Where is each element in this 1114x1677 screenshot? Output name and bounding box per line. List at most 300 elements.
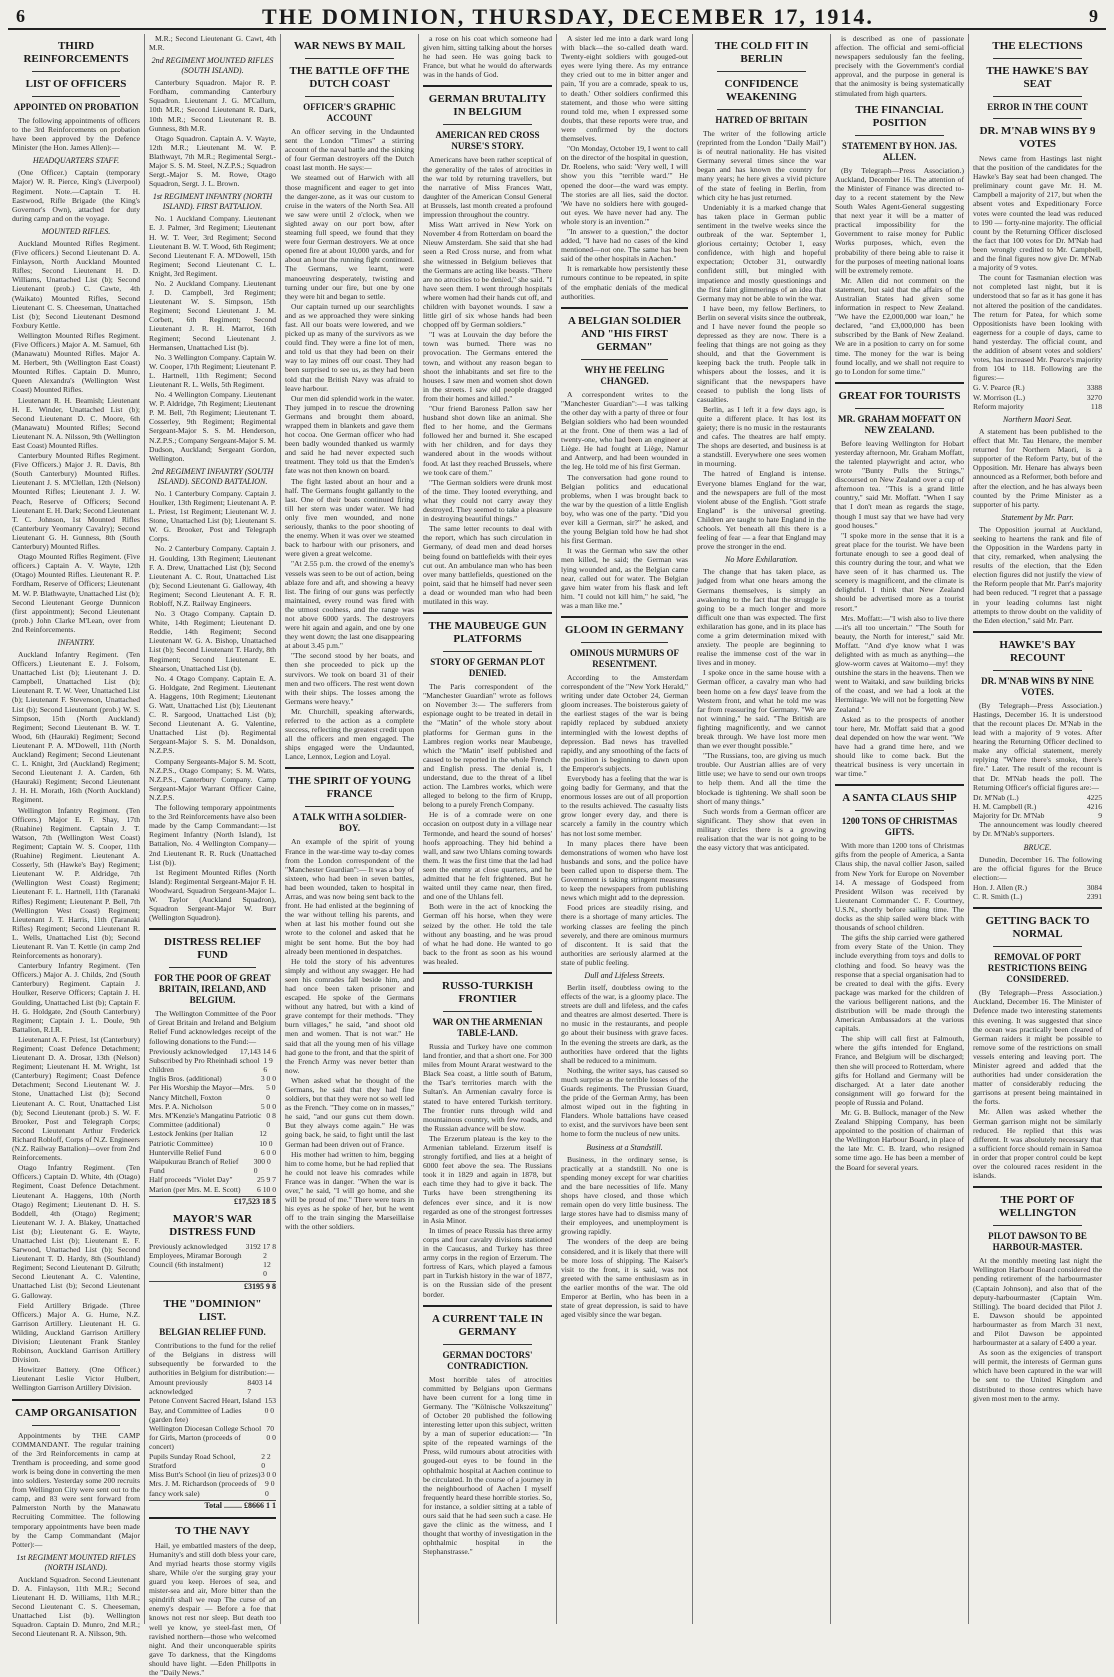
section-divider	[149, 928, 276, 930]
list-item-amount: 2 12 0	[263, 1251, 271, 1279]
list-item-label: Reform majority	[973, 401, 1024, 411]
list-item-amount: 12 10 0	[259, 1129, 273, 1148]
article-subheadline: ERROR IN THE COUNT	[987, 102, 1088, 112]
article-subheadline: BELGIAN RELIEF FUND.	[159, 1326, 266, 1337]
article-paragraph: "At 2.55 p.m. the crowd of the enemy's vessels was seen to be out of action, being ablaze fore and aft, and showing a heavy list. The firing of our guns was perfectly maintained, every round was fired with the utmost coolness, and the range was not above 6000 yards. The destroyers were hit again and again, and one by one they went down; the last one disappearing at about 3.45 p.m."	[285, 559, 414, 651]
article-paragraph: Field Artillery Brigade. (Three Officers.) Major A. G. Hume, N.Z. Garrison Artillery. Lieutenant H. G. Wilding, Auckland Garrison Artillery Division; Lieutenant Frank Stanley Robinson, Auckland Garrison Artillery Division.	[12, 1300, 140, 1365]
section-heading: Dull and Lifeless Streets.	[584, 970, 665, 980]
section-divider	[561, 616, 688, 618]
article-paragraph: "Our friend Baroness Pallon saw her husband shot down like an animal. She fled to her home, and the Germans followed her and burned it. She escaped with her children, and for days they wandered about in the woods without food. At last they reached Brussels, where we took care of them."	[423, 404, 552, 477]
section-heading: 1st REGIMENT MOUNTED RIFLES (NORTH ISLAND).	[16, 1552, 136, 1572]
section-heading: No More Exhilaration.	[725, 555, 798, 565]
article-paragraph: The fight lasted about an hour and a half. The Germans fought gallantly to the last. One of their boats continued firing till her stern was under water. We had only five men wounded, and none seriously, thanks to the poor shooting of the enemy. When it was over we steamed back to harbour with our prisoners, and were given a great welcome.	[285, 476, 414, 559]
article-paragraph: Asked as to the prospects of another tour here, Mr. Moffatt said that a good deal depended on how the war went. "We have had a grand time here, and we should like to come back. But the theatrical business is very uncertain in war time."	[835, 714, 964, 779]
section-divider	[423, 85, 552, 87]
article-subheadline: MR. GRAHAM MOFFATT ON NEW ZEALAND.	[838, 413, 961, 435]
article-paragraph: Our captain turned up our searchlights and as we approached they were sinking fast. All our boats were lowered, and we picked up as many of the survivors as we could find. They were a fine lot of men, and told us that they had been on their way to lay mines off our coast. They had been surprised to see us, as they had been told that the British Navy was afraid to leave harbour.	[285, 301, 414, 393]
divider	[581, 359, 668, 360]
article-paragraph: No. 2 Canterbury Company. Captain J. H. Goulding, 13th Regiment; Lieutenant F. A. Drew, Unattached List (b); Second Lieutenant A. C. Rout, Unattached List (b); Second Lieutenant G. Galloway, 4th Regiment; Second Lieutenant A. F. R. Robloff, N.Z. Railway Engineers.	[149, 544, 276, 608]
list-item	[149, 1452, 276, 1470]
article-paragraph: In many places there have been demonstrations of women who have lost husbands and sons, and the police have been called upon to disperse them. The Government is taking stringent measures to keep the newspapers from publishing news which might add to the depression.	[561, 838, 688, 903]
divider	[32, 71, 120, 72]
fund-total: £3195 9 8	[149, 1281, 276, 1292]
list-item-amount: 118	[1090, 401, 1102, 411]
list-item	[149, 1251, 276, 1279]
list-item-label: Wellington Diocesan College School for Girls, Marton (proceeds of concert)	[149, 1424, 262, 1452]
article-paragraph: Business, in the ordinary sense, is practically at a standstill. No one is spending money except for war charities and the bare necessities of life. Many shops have closed, and those which remain open do very little business. The large stores have had to dismiss many of their employees, and unemployment is growing rapidly.	[561, 1154, 688, 1237]
divider	[993, 96, 1082, 97]
section-divider	[423, 612, 552, 614]
article-headline: GERMAN BRUTALITY IN BELGIUM	[428, 93, 547, 119]
divider	[443, 651, 532, 652]
divider	[32, 96, 120, 97]
list-item	[149, 1424, 276, 1452]
article-paragraph: Most horrible tales of atrocities committed by Belgians upon Germans have been current for a long time in Germany. The "Kölnische Volkszeitung" of October 20 published the following interesting letter upon this subject, written by a man of superior education:— "In spite of the repeated warnings of the Press, wild rumours about atrocities with gouged-out eyes to be found in the ophthalmic hospital at Aachen continue to be circulated. In the course of a journey in the neighbourhood of Aachen I myself frequently heard these horrible stories. So, for instance, a soldier sitting at a table of ours said that he had seen such a case. He gave the clinic as the witness, and I thought that worthy of investigation in the ophthalmic hospital in the Stephanstrasse."	[423, 1374, 552, 1557]
article-paragraph: Company Sergeants-Major S. M. Scott, N.Z.P.S., Otago Company; S. M. Watts, N.Z.P.S., Canterbury Company. Camp Sergeant-Major Warrant Officer Caine, N.Z.P.S.	[149, 756, 276, 802]
article-headline: THE BATTLE OFF THE DUTCH COAST	[289, 65, 410, 90]
article-headline: DR. M'NAB WINS BY 9 VOTES	[979, 125, 1096, 150]
column-7	[830, 34, 968, 1624]
article-subheadline: WAR ON THE ARMENIAN TABLE-LAND.	[432, 1016, 543, 1038]
list-item-label: Employees, Miramar Borough Council (6th instalment)	[149, 1251, 242, 1270]
article-subheadline: GERMAN DOCTORS' CONTRADICTION.	[442, 1349, 533, 1371]
article-paragraph: Mrs. Moffatt:—"I wish also to live there—it's all too uncertain." "The South for beauty, the North for interest," said Mr. Moffatt. "And d'ye know what I was delighted with as much as anything—the glow-worm caves at Waitomo—my! they outshine the stars in the heavens. Then we went to Waitaki, and saw building bricks of the coast, and we had a look at the Hermitage. We will not be forgetting New Zealand."	[835, 613, 964, 714]
section-heading: HEADQUARTERS STAFF.	[32, 156, 120, 166]
article-paragraph: No. 1 Canterbury Company. Captain J. Houlker, 13th Regiment; Lieutenant A. P. L. Priest, 1st Regiment; Lieutenant W. J. Stone, Unattached List (b); Lieutenant S. W. G. Brooker, Post and Telegraph Corps.	[149, 488, 276, 544]
article-paragraph: Auckland Squadron. Second Lieutenant D. A. Finlayson, 11th M.R.; Second Lieutenant H. D. Williams, 11th M.R.; Second Lieutenant C. S. Cheeseman, Unattached List (b). Wellington Squadron. Captain D. Munro, 2nd M.R.; Second Lieutenant R. A. Nilsson, 9th.	[12, 1574, 140, 1639]
article-paragraph: Otago Mounted Rifles Regiment. (Five officers.) Captain A. V. Wayte, 12th (Otago) Mounted Rifles. Lieutenant R. P. Fordham, Reserve of Officers; Lieutenant M. W. P. Blathwayte, Unattached List (b); Second Lieutenant George Dunnicon (first appointment); Second Lieutenant (prob.) John Clarke M'Lean, over from 2nd Reinforcements.	[12, 552, 140, 634]
list-item	[149, 1396, 276, 1424]
article-headline: WAR NEWS BY MAIL	[293, 40, 406, 52]
article-paragraph: Canterbury Infantry Regiment. (Ten Officers.) Major A. J. Childs, 2nd (South Canterbury) Regiment. Captain J. Houlker, Reserve Officers; Captain J. H. Goulding, Unattached List (b); Captain F. H. G. Holdgate, 2nd (South Canterbury) Regiment; Captain J. L. Doule, 9th Battalion, R.I.R.	[12, 961, 140, 1034]
article-paragraph: Otago Squadron. Captain A. V. Wayte, 12th M.R.; Lieutenant M. W. P. Blathwayt, 7th M.R.; Regimental Sergt.-Major S. S. M. Steel, N.Z.P.S.; Squadron Sergt.-Major S. M. Rowe, Otago Squadron, Sergt. J. L. Brown.	[149, 133, 276, 189]
article-paragraph: I have been, my fellow Berliners, to Berlin on several visits since the outbreak, and I have never found the people so depressed as they are now. There is a feeling that things are not going as they should, and that the Government is keeping back the truth. People talk in whispers about the losses, and it is significant that the newspapers have ceased to publish the long lists of casualties.	[697, 303, 826, 404]
section-divider	[285, 767, 414, 769]
article-paragraph: The writer of the following article (reprinted from the London "Daily Mail") is of neutral nationality. He has visited Germany several times since the war began and has known the country for many years; he here gives a vivid picture of the state of feeling in Berlin, from which city he has just returned.	[697, 129, 826, 202]
article-subheadline: PILOT DAWSON TO BE HARBOUR-MASTER.	[988, 1231, 1087, 1253]
article-paragraph: Canterbury Mounted Rifles Regiment. (Five Officers.) Major J. R. Davis, 8th (South Canterbury) Mounted Rifles. Lieutenant J. S. M'Clellan, 12th (Nelson) Mounted Rifles; Lieutenant J. J. W. Peach, Reserve of Officers; Second Lieutenant E. H. Dark; Second Lieutenant T. C. Johnson, 1st Mounted Rifles (Canterbury Yeomanry Cavalry); Second Lieutenant G. H. Gunness, 8th (South Canterbury) Mounted Rifles.	[12, 451, 140, 552]
section-heading: 1st REGIMENT INFANTRY (NORTH ISLAND). FIRST BATTALION.	[152, 192, 273, 212]
list-item-label: G. V. Pearce (R.)	[973, 383, 1025, 393]
article-paragraph: As soon as the exigencies of transport will permit, the interests of German guns which have been captured in the war will be sent to the United Kingdom and distributed to those centres which have given most men to the army.	[973, 1348, 1102, 1403]
article-paragraph: With more than 1200 tons of Christmas gifts from the people of America, a Santa Claus ship, the naval collier Jason, sailed from New York for Europe on November 14. A message of Godspeed from President Wilson was received by Lieutenant Commander C. F. Courtney, U.S.N., shortly before sailing time. The docks as the ship sailed were black with thousands of school children.	[835, 841, 964, 933]
article-paragraph: (One Officer.) Captain (temporary Major) W. R. Pierce, King's (Liverpool) Regiment. Note.—Captain T. H. Eastwood, Rifle Brigade (the King's Governor's Own), attached for duty during camp and on the voyage.	[12, 168, 140, 223]
article-paragraph: We steamed out of Harwich with all those magnificent and eager to get into the danger-zone, as it was our custom to cruise in the waters of the North Sea. All we saw were until 2 o'clock, when we sighted away on our port bow, after steaming full speed, we found that they were four German destroyers. We at once opened fire at about 10,000 yards, and for about an hour the running fight continued. The Germans, we learnt, were manoeuvring desperately, twisting and turning under our fire, but one by one they were hit and began to settle.	[285, 173, 414, 301]
list-item-label: Mrs. M'Kenzie's Mangatinu Patriotic Committee (additional)	[149, 1111, 262, 1130]
article-paragraph: 1st Regiment Mounted Rifles (North Island): Regimental Sergeant-Major F. H. Woodward, Squadron Sergeant-Major L. W. Taylor (Auckland Squadron), Squadron Sergeant-Major W. Burr (Wellington Squadron).	[149, 867, 276, 923]
article-paragraph: His mother had written to him, begging him to come home, but he had replied that he could not leave his comrades while France was in danger. "When the war is over," he said, "I will go home, and she will be proud of me." There were tears in his eyes as he spoke of her, but he went off to the train singing the Marseillaise with the other soldiers.	[285, 1149, 414, 1232]
section-heading: MOUNTED RIFLES.	[41, 226, 111, 236]
article-headline: TO THE NAVY	[175, 1524, 250, 1537]
article-paragraph: Undeniably it is a marked change that has taken place in German public sentiment in the twelve weeks since the outbreak of the war. September 1, glorious certainty; October 1, easy confidence, with high and hopeful expectation; October 31, outwardly confident still, but mingled with impatience and mostly questionings and the first faint glimmerings of an idea that Germany may not be able to win the war.	[697, 202, 826, 303]
article-paragraph: Food prices are steadily rising, and there is a shortage of many articles. The working classes are feeling the pinch severely, and there are ominous murmurs of discontent. It is said that the authorities are seriously alarmed at the state of public feeling.	[561, 903, 688, 967]
article-paragraph: A correspondent writes to the "Manchester Guardian":—I was talking the other day with a party of three or four Belgian soldiers who had been wounded at the front. One of them was a lad of twenty-one, who had been an engineer at Liège. He had fought at Liège, Namur and Antwerp, and had been wounded in the leg. He told me of his first German.	[561, 389, 688, 472]
article-headline: THE HAWKE'S BAY SEAT	[986, 65, 1089, 90]
article-headline: GETTING BACK TO NORMAL	[985, 915, 1090, 941]
list-item	[149, 1074, 276, 1083]
article-paragraph: Hail, ye embattled masters of the deep, Humanity's and still doth bless your care, And myriad hearts those stormy vigils share, While o'er the surging gray your guard you keep. Heroes of sea, and mister-sea and air, More bitter than the spindrift shall we reap The curse of an enemy's despair — Before a foe that knows not rest nor sleep. But death too well ye know, ye steel-fast men, Of ravished northern—those who welcomed night. And their unconquerable spirits gave To darkness, that the Kingdoms should have light. —Eden Phillpotts in the "Daily News."	[149, 1540, 276, 1677]
section-divider	[835, 784, 964, 786]
article-paragraph: "The German soldiers were drunk most of the time. They looted everything, and what they could not carry away they destroyed. They seemed to take a pleasure in destroying beautiful things."	[423, 477, 552, 524]
list-item-amount: 17,143 14 6	[239, 1046, 276, 1056]
list-item-amount: 3192 17 8	[245, 1241, 276, 1251]
article-paragraph: An example of the spirit of young France in the war-time way to-day comes from the London correspondent of the "Manchester Guardian":— It was a boy of sixteen, who had been in seven battles, had been wounded, taken to hospital in Arras, and was now being sent back to the front. He had enlisted at the beginning of the war without telling his parents, and when at last his mother found out she wrote to the colonel and asked that he might be sent home. But the boy had already been mentioned in despatches.	[285, 837, 414, 956]
article-paragraph: Mr. Allen was asked whether the German garrison might not be similarly reduced. He replied that this was different. It was absolutely necessary that a sufficient force should remain in Samoa in order that proper control could be kept over the coloured races resident in the islands.	[973, 1107, 1102, 1181]
section-divider	[149, 1517, 276, 1519]
list-item	[973, 383, 1102, 392]
list-item-amount: 25 9 7	[257, 1175, 276, 1185]
list-item	[149, 1083, 276, 1101]
divider	[993, 58, 1082, 59]
article-paragraph: (By Telegraph—Press Association.) Auckland, December 16. The Minister of Defence made two interesting statements this evening. It was suggested that since the ocean was practically been cleared of German raiders it might be possible to remove some of the restrictions on small vessels entering and leaving port. The Minister agreed and added that the authorities had under consideration the matter of considerably reducing the garrisons at present being maintained in the forts.	[973, 988, 1102, 1107]
list-item	[149, 1102, 276, 1111]
article-paragraph: A statement has been published to the effect that Mr. Tau Henare, the member returned for Northern Maori, is a supporter of the Reform Party, but of the Opposition. Mr. Henare has always been announced as a Reformer, both before and after the election, and he has always been counted by the Prime Minister as a supporter of his party.	[973, 426, 1102, 509]
list-item-amount: 2391	[1086, 892, 1102, 902]
article-subheadline: DR. M'NAB WINS BY NINE VOTES.	[981, 675, 1094, 697]
article-paragraph: The count for Tasmanian election was not completed last night, but it is understood that so far as it has gone it has not altered the position of the candidates. The return for Patea, for which some Oppositionists have been looking with eagerness for a couple of days, came to hand yesterday. The official count, and the addition of absent votes and soldiers' votes, has increased Mr. Pearce's majority from 104 to 118. Following are the figures:—	[973, 273, 1102, 383]
article-paragraph: The Wellington Committee of the Poor of Great Britain and Ireland and Belgium Relief Fund acknowledges receipt of the following donations to the Fund:—	[149, 1009, 276, 1046]
article-paragraph: The hatred of England is intense. Everyone blames England for the war, and the newspapers are full of the most violent abuse of the English. "Gott strafe England" is the universal greeting. Children are taught to hate England in the schools. Yet beneath all this there is a feeling of fear — a fear that England may prove the stronger in the end.	[697, 469, 826, 552]
article-paragraph: The following temporary appointments to the 3rd Reinforcements have also been made by the Camp Commandant:—1st Regiment Infantry (North Island), 1st Battalion, No. 4 Wellington Company—2nd Lieutenant R. R. Ruck (Unattached List (b)).	[149, 803, 276, 867]
list-item-amount: 0 8 0	[266, 1111, 276, 1130]
list-item-amount: 1 9 6	[263, 1055, 273, 1075]
list-item-amount: 4225	[1086, 792, 1102, 802]
article-paragraph: When asked what he thought of the Germans, he said that they had fine soldiers, but that they were not so well led as the French. "They come on in masses," he said, "and our guns cut them down. But they always come again." He was going back, he said, to fight until the last German had been driven out of France.	[285, 1075, 414, 1149]
article-paragraph: Wellington Mounted Rifles Regiment. (Five Officers.) Major A. M. Samuel, 6th (Manawatu) Mounted Rifles. Major A. M. Herbert, 9th (Wellington East Coast) Mounted Rifles. Captain D. Munro, Queen Alexandra's (Wellington West Coast) Mounted Rifles.	[12, 330, 140, 395]
article-subheadline: HATRED OF BRITAIN	[715, 115, 808, 125]
article-headline: THE "DOMINION" LIST.	[163, 1297, 262, 1323]
article-paragraph: Berlin, as I left it a few days ago, is quite a different place. It has lost its gaiety; there is no music in the restaurants and cafes. The theatres are half empty. The shops are deserted, and business is at a standstill. Everywhere one sees women in mourning.	[697, 404, 826, 469]
article-paragraph: Contributions to the fund for the relief of the Belgians in distress will subsequently be forwarded to the authorities in Belgium for distribution:—	[149, 1340, 276, 1377]
article-paragraph: The conversation had gone round to Belgian politics and educational problems, when I was brought back to the war by the question of a little English boy, who was one of the party. "Did you ever kill a German, sir?" he asked, and the young Belgian told how he had shot his first German.	[561, 472, 688, 546]
article-paragraph: In times of peace Russia has three army corps and four cavalry divisions stationed in the Caucasus, and Turkey has three army corps in the region of Erzerum. The fortress of Kars, which played a famous part in Turkish history in the war of 1877, is on the Russian side of the present border.	[423, 1225, 552, 1299]
article-paragraph: Auckland Mounted Rifles Regiment. (Five officers.) Second Lieutenant D. A. Finlayson, North Auckland Mounted Rifles; Second Lieutenant H. D. Williams, Unattached List (b); Second Lieutenant (prob.) C. Cawte, 4th (Waikato) Mounted Rifles, Second Lieutenant C. S. Cheeseman, Unattached List (b); Second Lieutenant Desmond Foxbury Kettle.	[12, 238, 140, 330]
article-paragraph: The Opposition journal at Auckland, seeking to heartens the rank and file of the Opposition in the Wardens party in that city, remarked, when analysing the results of the election, that the Eden election figures did not justify the view of the Reform people that Mr. Parr's majority had been reduced. "I regret that a passage in your leading columns last night attempts to throw doubt on the validity of the Eden election," said Mr. Parr.	[973, 524, 1102, 625]
subscription-list	[973, 793, 1102, 811]
list-item-label: Previously acknowledged	[149, 1241, 228, 1251]
list-item-label: Waipukurau Branch of Relief Fund	[149, 1157, 239, 1176]
article-paragraph: No. 3 Otago Company. Captain D. White, 14th Regiment; Lieutenant D. Reddie, 14th Regiment; Second Lieutenant W. G. A. Bishop, Unattached List (b); Second Lieutenant T. Hardy, 8th Regiment; Second Lieutenant E. Shearson, Unattached List (b).	[149, 609, 276, 673]
list-item	[973, 402, 1102, 411]
article-headline: GREAT FOR TOURISTS	[838, 389, 961, 402]
subscription-list	[973, 811, 1102, 820]
article-subheadline: FOR THE POOR OF GREAT BRITAIN, IRELAND, AND BELGIUM.	[154, 973, 271, 1006]
article-headline: THIRD REINFORCEMENTS	[23, 40, 129, 65]
article-paragraph: According to the Amsterdam correspondent of the "New York Herald," writing under date October 24, German gloom increases. The boisterous gaiety of the earliest stages of the war is being rapidly replaced by subdued anxiety intermingled with the lowest depths of depression. Bad news has travelled rapidly, and any smoothing of the facts of the position is beginning to dawn upon the Emperor's subjects.	[561, 672, 688, 773]
column-8	[968, 34, 1106, 1624]
article-paragraph: (By Telegraph—Press Association.) Auckland, December 16. The attention of the Minister of Finance was directed to-day to a recent statement by the New South Wales Agent-General suggesting that next year it will be a matter of practical impossibility for the Government to raise money for Public Works purposes, which, even the probability of there being able to raise it for the purposes of meeting national loans will be extremely remote.	[835, 165, 964, 275]
article-paragraph: Our men did splendid work in the water. They jumped in to rescue the drowning Germans and brought them aboard, wrapped them in blankets and gave them hot cocoa. One German officer who had been badly wounded thanked us warmly and said he had never expected such treatment. They told us that the Emden's fate was not then known on board.	[285, 393, 414, 476]
article-subheadline: STORY OF GERMAN PLOT DENIED.	[430, 657, 545, 679]
article-paragraph: Lieutenant A. F. Priest, 1st (Canterbury) Regiment; Coast Defence Detachment; Lieutenant D. A. Drosar, 13th (Nelson) Regiment; Lieutenant H. M. Wright, 1st (Canterbury) Regiment; Coast Defence Detachment; Second Lieutenant W. J. Stone, Unattached List (b); Second Lieutenant A. C. Rout, Unattached List (b); Second Lieutenant (prob.) S. W. F. Brooker, Post and Telegraph Corps; Second Lieutenant Arthur Frederick Richard Robloff, Corps of N.Z. Engineers (N.Z. Railway Battalion)—over from 2nd Reinforcements.	[12, 1034, 140, 1163]
divider	[305, 806, 394, 807]
list-item-amount: 8403 14 7	[247, 1378, 273, 1397]
article-paragraph: Nothing, the writer says, has caused so much surprise as the terrible losses of the Guards regiments. The Prussian Guard, the pride of the German Army, has been almost wiped out in the fighting in Flanders. Whole battalions have ceased to exist, and the survivors have been sent home to form the nucleus of new units.	[561, 1065, 688, 1139]
article-paragraph: The gifts the ship carried were gathered from every State of the Union. They include everything from toys and dolls to clothing and food. So heavy was the response that a special organisation had to be created to deal with the gifts. Every package was marked for the children of the various belligerent nations, and the distribution will be made through the American Ambassadors at the various capitals.	[835, 933, 964, 1034]
list-item	[149, 1378, 276, 1396]
article-paragraph: a rose on his coat which someone had given him, sitting talking about the horses he had seen. He was going back to France, but what he would do afterwards was in the hands of God.	[423, 34, 552, 80]
article-headline: THE MAUBEUGE GUN PLATFORMS	[428, 620, 547, 646]
list-item-label: Mrs. P. A. Nicholson	[149, 1101, 213, 1111]
article-paragraph: "In answer to a question," the doctor added, "I have had no cases of the kind mentioned—not one. The same has been said of the other hospitals in Aachen."	[561, 226, 688, 264]
list-item-label: W. Morrison (L.)	[973, 392, 1026, 402]
subscription-list	[973, 883, 1102, 901]
article-paragraph: An officer serving in the Undaunted sent the London "Times" a stirring account of the naval battle and the sinking of four German destroyers off the Dutch coast last month. He says:—	[285, 127, 414, 173]
article-paragraph: Howitzer Battery. (One Officer.) Lieutenant Leslie Victor Hulbert, Wellington Garrison Artillery Division.	[12, 1365, 140, 1393]
article-headline: GLOOM IN GERMANY	[564, 623, 685, 636]
section-divider	[12, 1399, 140, 1401]
list-item-amount: 6 10 0	[257, 1184, 276, 1194]
divider	[855, 810, 944, 811]
column-3	[280, 34, 418, 1624]
article-headline: MAYOR'S WAR DISTRESS FUND	[169, 1212, 256, 1238]
divider	[855, 408, 944, 409]
list-item	[973, 393, 1102, 402]
article-paragraph: It is remarkable how persistently these rumours continue to be repeated, in spite of the emphatic denials of the medical authorities.	[561, 264, 688, 301]
article-paragraph: "The Russians, too, are giving us much trouble. Our Austrian allies are of very little use; we have to send our own troops to help them. And all the time the blockade is tightening. We shall soon be short of many things."	[697, 751, 826, 806]
article-paragraph: It was the German who saw the other men killed, he said; the German was lying wounded and, as the Belgian came near, called out for water. The Belgian gave him water from his flask and left him. "I could not kill him," he said, "he was a man like me."	[561, 546, 688, 610]
article-paragraph: Americans have been rather sceptical of the generality of the tales of atrocities in the war told by returning travellers, but the narrative of Miss Frances Watt, daughter of the American Consul General at Brussels, last month created a profound impression throughout the country.	[423, 155, 552, 220]
article-headline: A CURRENT TALE IN GERMANY	[432, 1312, 543, 1338]
column-6	[692, 34, 830, 1624]
list-item-amount: 300 0 0	[253, 1157, 271, 1176]
list-item	[149, 1056, 276, 1074]
subscription-list	[973, 383, 1102, 401]
divider	[717, 109, 806, 110]
article-paragraph: The change that has taken place, as judged from what one hears among the Germans themselves, is simply an awakening to the fact that the struggle is going to be a much longer and more difficult one than was expected. The first exhilaration has gone, and in its place has come a grim determination mixed with anxiety. The people are beginning to realise the immense cost of the war in lives and in money.	[697, 567, 826, 668]
section-heading: Statement by Mr. Parr.	[1001, 512, 1074, 522]
article-headline: THE SPIRIT OF YOUNG FRANCE	[287, 775, 412, 801]
article-paragraph: Lieutenant R. H. Beamish; Lieutenant H. E. Winder, Unattached List (b); Second Lieutenant D. C. Moore, 6th (Manawatu) Mounted Rifles; Second Lieutenant N. A. Nilsson, 9th (Wellington East Coast) Mounted Rifles.	[12, 395, 140, 450]
article-headline: THE FINANCIAL POSITION	[855, 103, 944, 129]
article-headline: LIST OF OFFICERS	[25, 78, 127, 90]
article-headline: THE ELECTIONS	[992, 40, 1083, 52]
list-item	[973, 811, 1102, 820]
article-subheadline: OMINOUS MURMURS OF RESENTMENT.	[570, 647, 679, 669]
article-paragraph: "I spoke more in the sense that it is a great place for the tourist. We have been fortunate enough to see a good deal of this country during the tour, and what we have seen of it has charmed us. The scenery is magnificent, and the climate is delightful. I think that New Zealand should be advertised more as a tourist resort."	[835, 530, 964, 613]
list-item-label: Pupils Sunday Road School, Stratford	[149, 1451, 236, 1470]
list-item-label: Dr. M'Nab (L.)	[973, 792, 1019, 802]
divider	[305, 58, 394, 59]
subscription-list	[149, 1047, 276, 1194]
list-item-label: Half proceeds "Violet Day"	[149, 1175, 233, 1185]
divider	[993, 946, 1082, 947]
article-paragraph: He told the story of his adventures simply and without any swagger. He had seen his comrades fall beside him, and had once been taken prisoner and escaped. He spoke of the Germans without any hatred, but with a kind of grave contempt for their methods. "They burn villages," he said, "and shoot old men and women. That is not war." He said that all the young men of his village had gone to the front, and that the spirit of the French Army was never better than now.	[285, 956, 414, 1075]
article-paragraph: The ship will call first at Falmouth, where the gifts intended for England, France, and Belgium will be discharged; then she will proceed to Rotterdam, where gifts for Holland and Germany will be discharged. At a later date another consignment will go forward for the people of Russia and Poland.	[835, 1034, 964, 1107]
page-number-right: 9	[1089, 6, 1098, 26]
article-headline: DISTRESS RELIEF FUND	[164, 936, 261, 962]
section-heading: 2nd REGIMENT INFANTRY (SOUTH ISLAND). SECOND BATTALION.	[151, 466, 274, 486]
article-subheadline: REMOVAL OF PORT RESTRICTIONS BEING CONSIDERED.	[987, 952, 1088, 985]
divider	[443, 1344, 532, 1345]
divider	[717, 71, 806, 72]
list-item	[149, 1129, 276, 1147]
masthead	[8, 4, 1106, 30]
list-item	[149, 1479, 276, 1497]
article-headline: A SANTA CLAUS SHIP	[842, 792, 957, 805]
column-5	[556, 34, 692, 1624]
list-item-amount: 3388	[1086, 383, 1102, 393]
article-paragraph: At the monthly meeting last night the Wellington Harbour Board considered the pending retirement of the harbourmaster (Captain Johnson), and also that of the deputy-harbourmaster (Captain Wm. Stilling). The board decided that Pilot J. E. Dawson should be appointed harbourmaster as from March 31 next, and Pilot Dawson be appointed harbourmaster at a salary of £400 a year.	[973, 1256, 1102, 1348]
article-paragraph: "On Monday, October 19, I went to call on the director of the hospital in question, Dr. Roelens, who said: 'Very well, I will show you this "terrible ward."' He opened the door—the ward was empty. The stories are all lies, said the doctor. 'We have no soldiers here with gouged-out eyes. We have never had any. The whole story is an invention.'"	[561, 144, 688, 226]
article-paragraph: Russia and Turkey have one common land frontier, and that a short one. For 300 miles from Mount Ararat westward to the Black Sea coast, a little south of Batum, the Tsar's territories march with the Sultan's. An Armenian cavalry force is stated to have entered Turkish territory. The frontier runs through wild and mountainous country, with few roads, and the Russian advance will be slow.	[423, 1041, 552, 1133]
article-subheadline: APPOINTED ON PROBATION	[13, 102, 139, 112]
article-paragraph: No. 4 Otago Company. Captain E. A. G. Holdgate, 2nd Regiment. Lieutenant A. Haggens, 10th Regiment; Lieutenant G. Watt, Unattached List (b); Lieutenant C. R. Sargood, Unattached List (b); Second Lieutenant A. G. Valentine, Unattached List (b). Regimental Sergeant-Major S. S. M. Donaldson, N.Z.P.S.	[149, 673, 276, 756]
list-item-label: Hunterville Relief Fund	[149, 1147, 222, 1157]
article-paragraph: Auckland Infantry Regiment. (Ten Officers.) Lieutenant E. J. Folsom, Unattached List (b); Lieutenant J. D. Campbell, Unattached List (b); Lieutenant R. T. W. Veer, Unattached List (b); Lieutenant F. Stevenson, Unattached List (b); Second Lieutenant (prob.) W. S. Simpson, 15th (North Auckland) Regiment; Second Lieutenant B. W. T. Wood, 6th (Hauraki) Regiment; Second Lieutenant P. A. M'Dowell, 11th (North Auckland) Regiment; Second Lieutenant C. L. Knight, 3rd (Auckland) Regiment; Second Lieutenant J. A. Carden, 6th (Hauraki) Regiment; Second Lieutenant J. H. H. Morath, 16th (North Auckland) Regiment.	[12, 649, 140, 805]
article-paragraph: Such words from a German officer are significant. They show that even in military circles there is a growing realisation that the war is not going to be the easy victory that was anticipated.	[697, 806, 826, 853]
article-subheadline: WHY HE FEELING CHANGED.	[584, 364, 665, 386]
section-heading: Northern Maori Seat.	[1002, 414, 1073, 424]
list-item-amount: 9	[1098, 811, 1102, 821]
list-item-label: Amount previously acknowledged	[149, 1378, 208, 1397]
list-item-label: Subscribed by Pro Rheinhadi school children	[149, 1055, 260, 1075]
article-paragraph: Before leaving Wellington for Hobart yesterday afternoon, Mr. Graham Moffatt, the talented playwright and actor, who wrote "Bunty Pulls the Strings," discoursed on New Zealand over a cup of afternoon tea. "This is a grand little country," said Mr. Moffatt. "When I say that I don't mean as regards the stage, though I must say that we have had very good houses."	[835, 438, 964, 530]
subscription-list	[973, 402, 1102, 411]
article-paragraph: The wonders of the deep are being considered, and it is likely that there will be more loss of shipping. The Kaiser's visit to the front, it is said, was not greeted with the same enthusiasm as in the earlier months of the war. The old Emperor at Berlin, who has been in a state of great depression, is said to have aged visibly since the war began.	[561, 1237, 688, 1320]
section-divider	[561, 307, 688, 309]
article-paragraph: M.R.; Second Lieutenant G. Cawt, 4th M.R.	[149, 34, 276, 53]
section-divider	[835, 382, 964, 384]
section-divider	[423, 1305, 552, 1307]
article-paragraph: He is of a comrade were on one occasion on outpost duty in a village near Termonde, and heard the sound of horses' hoofs approaching. They hid behind a wall, and saw two Uhlans coming towards them. It was the first time that the lad had seen the enemy at close quarters, and he admitted that he felt frightened. But he waited until they came near, then fired, and one of the Uhlans fell.	[423, 810, 552, 902]
article-subheadline: AMERICAN RED CROSS NURSE'S STORY.	[435, 130, 540, 152]
article-paragraph: News came from Hastings last night that the position of the candidates for the Hawke's Bay seat had been changed. The preliminary count gave Mr. H. M. Campbell a majority of 217, but when the absent votes and Expeditionary Force votes were counted the lead was reduced to 190 — forty-nine majority. The official count by the Returning Officer disclosed the fact that 100 votes for Dr. M'Nab had been wrongly credited to Mr. Campbell, and the final figures now give Dr. M'Nab a majority of 9 votes.	[973, 154, 1102, 273]
article-paragraph: The following appointments of officers to the 3rd Reinforcements on probation have been approved by the Defence Minister (the Hon. James Allen):—	[12, 116, 140, 153]
article-paragraph: Mr. G. B. Bullock, manager of the New Zealand Shipping Company, has been appointed to the position of chairman of the Wellington Harbour Board, in place of the late Mr. C. B. Izard, who resigned some time ago. He has been a member of the Board for several years.	[835, 1108, 964, 1172]
article-paragraph: The Erzerum plateau is the key to the Armenian tableland. Erzerum itself is strongly fortified, and lies at a height of 6000 feet above the sea. The Russians took it in 1829 and again in 1878, but each time they had to give it back. The Turks have been strengthening its defences ever since, and it is now regarded as one of the strongest fortresses in Asia Minor.	[423, 1133, 552, 1225]
section-heading: INFANTRY.	[57, 637, 95, 647]
article-paragraph: Mr. Churchill, speaking afterwards, referred to the action as a complete success, reflecting the greatest credit upon all the officers and men engaged. The ships engaged were the Undaunted, Lance, Lennox, Legion and Loyal.	[285, 706, 414, 762]
article-paragraph: Both were in the act of knocking the German off his horse, when they were seized by the other. He told the tale without any boasting, and he was proud of what he had done. He wanted to go back to the front as soon as his wound was healed.	[423, 902, 552, 966]
section-divider	[973, 631, 1102, 633]
article-paragraph: Everybody has a feeling that the war is going badly for Germany, and that the enormous losses are out of all proportion to the results achieved. The casualty lists grow longer every day, and there is scarcely a family in the country which has not lost some member.	[561, 774, 688, 838]
divider	[993, 118, 1082, 119]
fund-total: Total ......... £8666 1 1	[149, 1500, 276, 1511]
section-heading: Business at a Standstill.	[586, 1142, 663, 1152]
article-paragraph: Berlin itself, doubtless owing to the effects of the war, is a gloomy place. The streets are dull and lifeless, and the cafes and theatres are almost deserted. There is no music in the restaurants, and people go about their business with grave faces. In the evening the streets are dark, as the authorities have ordered that the lights shall be reduced to a minimum.	[561, 982, 688, 1065]
article-paragraph: Mr. Allen did not comment on the statement, but said that the affairs of the Australian States had given some information in respect to New Zealand. "We have the £2,000,000 war loan," he declared, "and £3,000,000 has been subscribed by the Bank of New Zealand. We are in a position to carry on for some time. The money for the war is being found locally, and we shall not require to go to London for some time."	[835, 275, 964, 376]
article-paragraph: The Paris correspondent of the "Manchester Guardian" wrote as follows on November 3:— The sufferers from espionage ought to be treated in detail in the "Matin" of the whole story about platforms for German guns in the Lambres region works near Maubeuge, which the "Matin" itself published and caused to be reported in the whole French and English press. The denial is, I understand, due to the threat of a libel action. The Lambres works, which were alleged to belong to the firm of Krupp, belong to a purely French Company.	[423, 682, 552, 810]
list-item-label: Per His Worship the Mayor—Mrs. Nancy Mitchell, Foxton	[149, 1083, 254, 1102]
list-item	[973, 883, 1102, 892]
article-headline: HAWKE'S BAY RECOUNT	[999, 638, 1076, 664]
article-paragraph: The same letter recounts to deal with the report, which has such circulation in Germany, of dead men and dead horses being found on battlefields with their eyes cut out. An ambulance man who has been over many battlefields, questioned on the point, said that he himself had never seen a dead or wounded man who had been mutilated in this way.	[423, 524, 552, 606]
list-item-label: H. M. Campbell (R.)	[973, 801, 1037, 811]
divider	[443, 1011, 532, 1012]
article-headline: THE PORT OF WELLINGTON	[998, 1194, 1077, 1220]
divider	[443, 124, 532, 125]
article-headline: CONFIDENCE WEAKENING	[724, 78, 799, 103]
article-paragraph: Canterbury Squadron. Major R. P. Fordham, commanding Canterbury Squadron. Lieutenant J. G. M'Callum, 10th M.R.; Second Lieutenant R. Dark, 10th M.R.; Second Lieutenant R. B. Gunness, 8th M.R.	[149, 78, 276, 133]
list-item-amount: 5 0 0	[266, 1083, 276, 1102]
list-item-label: Mrs. J. M. Richardson (proceeds of fancy work sale)	[149, 1479, 257, 1498]
list-item-label: Inglis Bros. (additional)	[149, 1074, 222, 1084]
article-paragraph: I spoke once in the same house with a German officer, a cavalry man who had been home on a few days' leave from the Western front, and what he told me was far from reassuring for Germany. "We are not winning," he said. "The British are fighting magnificently, and we cannot break through. We have lost more men than we ever thought possible."	[697, 668, 826, 751]
divider	[993, 1225, 1082, 1226]
list-item-label: Petone Convent Sacred Heart, Island Bay, and Committee of Ladies (garden fete)	[149, 1396, 261, 1424]
article-paragraph: A sister led me into a dark ward long with black—the so-called death ward. Twenty-eight soldiers with gouged-out eyes were lying there. As my entrance they cried out to me in bitter anger and pain, 'If you are a comrade, speak to us, to death.' Other soldiers confirmed this statement, and those who were sitting round told me, when I expressed some doubts, that these reports were true, and were confirmed by the doctors themselves.	[561, 34, 688, 144]
article-paragraph: is described as one of passionate affection. The official and semi-official newspapers sedulously fan the feeling, precisely with the Government's cordial approval, and the purpose in general is that the animosity is being systematically stimulated from high quarters.	[835, 34, 964, 98]
article-headline: CAMP ORGANISATION	[15, 1406, 137, 1419]
list-item	[149, 1175, 276, 1184]
list-item-amount: 9 0 0	[265, 1479, 275, 1498]
section-heading: 2nd REGIMENT MOUNTED RIFLES (SOUTH ISLAND).	[151, 56, 274, 76]
article-paragraph: No. 4 Wellington Company. Lieutenant W. P. Aldridge, 7th Regiment; Lieutenant P. M. Bell, 7th Regiment; Lieutenant T. Cosserley, 9th Regiment; Regimental Sergeant-Major S. S. M. Henderson, N.Z.P.S.; Company Sergeant-Major S. M. Dudson, Auckland; Sergeant Gordon, Wellington.	[149, 390, 276, 463]
list-item-amount: 4216	[1086, 801, 1102, 811]
article-subheadline: A TALK WITH A SOLDIER-BOY.	[292, 812, 407, 834]
article-paragraph: Wellington Infantry Regiment. (Ten Officers.) Major E. F. Shay, 17th (Ruahine) Regiment. Captain J. T. Watson, 7th (Wellington West Coast) Regiment; Captain W. S. Cooper, 11th (Ruahine) Regiment. Lieutenant A. Cosserly, 5th (Hawke's Bay) Regiment; Lieutenant W. P. Aldridge, 7th (Wellington West Coast) Regiment; Lieutenant F. L. Hartnell, 11th (Taranaki Rifles) Regiment; Lieutenant P. Bell, 7th (Wellington West Coast) Regiment; Lieutenant J. T. Harris, 11th (Taranaki Rifles) Regiment; Second Lieutenant R. L. Wells, Unattached List (b); Second Lieutenant R. Van T. Kettle (in camp 2nd Reinforcements as honorary).	[12, 805, 140, 961]
section-divider	[973, 1186, 1102, 1188]
newspaper-columns	[8, 34, 1106, 1677]
column-4	[418, 34, 556, 1624]
article-paragraph: The announcement was loudly cheered by Dr. M'Nab's supporters.	[973, 820, 1102, 839]
list-item-amount: 3 0 0	[260, 1074, 276, 1084]
article-headline: THE COLD FIT IN BERLIN	[714, 40, 809, 65]
article-paragraph: "The second stood by her boats, and then she proceeded to pick up the survivors. We took on board 31 of their men and two officers. The rest went down with their ships. The losses among the Germans were heavy."	[285, 651, 414, 706]
list-item-label: Majority for Dr. M'Nab	[973, 811, 1045, 821]
divider	[855, 135, 944, 136]
list-item-amount: 2 2 0	[261, 1451, 271, 1470]
divider	[993, 670, 1082, 671]
section-heading: BRUCE.	[1023, 842, 1052, 852]
article-paragraph: Dunedin, December 16. The following are the official figures for the Bruce election:—	[973, 854, 1102, 882]
section-divider	[423, 972, 552, 974]
article-paragraph: Otago Infantry Regiment. (Ten Officers.) Captain D. White, 4th (Otago) Regiment, Coast Defence Detachment. Lieutenant A. Haggens, 10th (North Otago) Regiment; Lieutenant D. H. S. Boddell, 4th (Otago) Regiment; Lieutenant W. J. A. Blakey, Unattached List (b); Lieutenant G. E. Wayte, Unattached List (b); Lieutenant E. F. Sarwood, Unattached List (b); Second Lieutenant T. D. Hardy, 8th (Southland) Regiment; Second Lieutenant D. Gilruth; Second Lieutenant A. C. Valentine, Unattached List (b); Second Lieutenant G. Galloway.	[12, 1163, 140, 1300]
list-item	[973, 802, 1102, 811]
list-item	[149, 1047, 276, 1056]
list-item	[149, 1470, 276, 1479]
column-1	[8, 34, 144, 1639]
list-item	[149, 1148, 276, 1157]
list-item-label: Lestock Jenkins (per Italian Patriotic Committee)	[149, 1129, 234, 1148]
subscription-list	[149, 1378, 276, 1498]
article-paragraph: "I was at Louvain the day before the town was burned. There was no provocation. The Germans entered the town, and without any reason began to shoot the inhabitants and set fire to the houses. I saw men and women shot down in the streets. I saw old people dragged from their homes and killed."	[423, 330, 552, 403]
article-paragraph: No. 3 Wellington Company. Captain W. W. Cooper, 17th Regiment; Lieutenant P. L. Hartnell, 11th Regiment; Second Lieutenant R. L. Wells, 5th Regiment.	[149, 352, 276, 389]
article-headline: RUSSO-TURKISH FRONTIER	[441, 979, 534, 1005]
subscription-list	[149, 1242, 276, 1279]
list-item-amount: 3 0 0	[260, 1470, 276, 1480]
article-headline: A BELGIAN SOLDIER AND "HIS FIRST GERMAN"	[567, 314, 682, 353]
list-item-amount: 70 0 0	[266, 1424, 276, 1443]
list-item	[149, 1157, 276, 1175]
fund-total: £17,523 18 5	[149, 1196, 276, 1207]
divider	[169, 967, 256, 968]
list-item-amount: 153 0 0	[264, 1396, 276, 1415]
divider	[305, 96, 394, 97]
list-item-label: C. R. Smith (L.)	[973, 892, 1023, 902]
divider	[581, 642, 668, 643]
article-paragraph: Miss Watt arrived in New York on November 4 from Rotterdam on board the Nieuw Amsterdam. She said that she had seen a Red Cross nurse, and from what she witnessed in Belgium believes that the Germans are acting like beasts. "There are no atrocities to be denied," she said. "I have seen them. I went through hospitals where women had their hands cut off, and children with bayonet wounds. I saw a little girl of six whose hands had been chopped off by German soldiers."	[423, 220, 552, 330]
list-item-amount: 3084	[1086, 882, 1102, 892]
column-2	[144, 34, 280, 1677]
list-item-label: Marion (per Mrs. M. E. Scott)	[149, 1184, 241, 1194]
list-item	[973, 793, 1102, 802]
article-paragraph: (By Telegraph—Press Association.) Hastings, December 16. It is understood that the recount places Dr. M'Nab in the lead with a majority of 9 votes. After hearing the Returning Officer declined to make any official statement, merely replying "Where there's smoke, there's fire." Later. The result of the recount is that Dr. M'Nab heads the poll. The Returning Officer's official figures are:—	[973, 700, 1102, 792]
article-paragraph: Appointments by THE CAMP COMMANDANT. The regular training of the 3rd Reinforcements in camp at Trentham is proceeding, and some good work is being done in converting the men into soldiers. Yesterday some 200 recruits from Wellington City were sent out to the camp, and 83 were sent forward from Palmerston North by the Manawatu Recruiting Committee. The following temporary appointments have been made by the Camp Commandant (Major Potter):—	[12, 1430, 140, 1549]
article-paragraph: No. 2 Auckland Company. Lieutenant J. D. Campbell, 3rd Regiment; Lieutenant W. S. Simpson, 15th Regiment; Second Lieutenant J. M. Corbett, 6th Regiment; Second Lieutenant J. R. H. Marrot, 16th Regiment; Second Lieutenant J. Hermansen, Unattached List (b).	[149, 278, 276, 352]
page-number: 6	[16, 6, 25, 26]
article-subheadline: OFFICER'S GRAPHIC ACCOUNT	[303, 102, 396, 123]
list-item-label: Miss Butt's School (in lieu of prizes)	[149, 1470, 261, 1480]
list-item	[973, 892, 1102, 901]
list-item	[149, 1242, 276, 1251]
list-item-label: Hon. J. Allen (R.)	[973, 882, 1027, 892]
divider	[32, 1425, 120, 1426]
list-item	[149, 1111, 276, 1129]
article-subheadline: 1200 TONS OF CHRISTMAS GIFTS.	[841, 816, 958, 838]
list-item-amount: 6 0 0	[260, 1147, 276, 1157]
